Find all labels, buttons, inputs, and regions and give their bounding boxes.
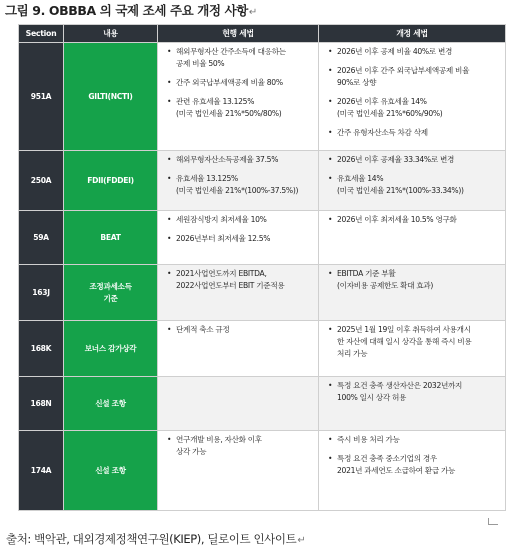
table-header-row — [19, 25, 506, 43]
bullet-item — [167, 268, 312, 292]
content-name-cell — [64, 151, 158, 211]
bullet-list — [328, 214, 499, 226]
bullet-line: • 단계적 축소 규정 — [176, 325, 230, 334]
tax-revision-table — [18, 24, 506, 511]
bullet-item — [328, 434, 499, 446]
section-cell: 163J — [19, 265, 64, 321]
bullet-item — [167, 434, 312, 458]
bullet-item — [328, 154, 499, 166]
bullet-item — [328, 268, 499, 292]
current-law-cell — [158, 431, 319, 511]
content-name-line: 신설 조항 — [95, 398, 126, 408]
bullet-item — [167, 214, 312, 226]
bullet-item — [328, 127, 499, 139]
revised-law-cell — [319, 265, 506, 321]
bullet-item — [328, 173, 499, 197]
bullet-line: • 2026년 이후 공제 비율 40%로 변경 — [337, 47, 453, 56]
bullet-line: 2021년 과세연도 소급하여 환급 가능 — [337, 465, 456, 475]
bullet-line: • 2021사업연도까지 EBITDA, — [176, 269, 267, 278]
bullet-line: (미국 법인세율 21%*60%/90%) — [337, 108, 443, 118]
figure-title — [5, 1, 257, 19]
content-name-line: 기준 — [103, 293, 118, 303]
revised-law-cell — [319, 321, 506, 377]
bullet-list — [328, 324, 499, 360]
header-section: Section — [19, 25, 64, 43]
current-law-cell — [158, 211, 319, 265]
bullet-line: • 2025년 1월 19일 이후 취득하여 사용개시 — [337, 325, 471, 334]
current-law-cell — [158, 321, 319, 377]
bullet-list — [328, 268, 499, 292]
bullet-list — [328, 380, 499, 404]
table-row — [19, 43, 506, 151]
bullet-line: • 세원잠식방지 최저세율 10% — [176, 215, 267, 224]
bullet-line: (이자비용 공제한도 확대 효과) — [337, 280, 434, 290]
content-name-line: 보너스 감가상각 — [84, 343, 137, 353]
header-current-law: 현행 세법 — [158, 25, 319, 43]
bullet-line: 한 자산에 대해 일시 상각을 통해 즉시 비용 — [337, 336, 472, 346]
bullet-line: • 유효세율 14% — [337, 173, 384, 183]
header-revised-law: 개정 세법 — [319, 25, 506, 43]
revised-law-cell — [319, 151, 506, 211]
content-name-cell — [64, 377, 158, 431]
source-note — [6, 531, 305, 549]
content-name-cell — [64, 211, 158, 265]
content-name-line: 신설 조항 — [95, 465, 126, 475]
table-row — [19, 151, 506, 211]
bullet-item — [167, 324, 312, 336]
bullet-item — [167, 233, 312, 245]
bullet-item — [167, 46, 312, 70]
bullet-item — [167, 173, 312, 197]
table-row — [19, 321, 506, 377]
bullet-item — [167, 96, 312, 120]
section-cell: 59A — [19, 211, 64, 265]
table-row — [19, 265, 506, 321]
bullet-list — [167, 324, 312, 336]
bullet-list — [167, 46, 312, 120]
bullet-list — [167, 268, 312, 292]
header-content: 내용 — [64, 25, 158, 43]
table-row — [19, 431, 506, 511]
content-name-line: GILTI(NCTI) — [88, 91, 133, 101]
section-cell: 174A — [19, 431, 64, 511]
content-name-line: BEAT — [100, 232, 121, 242]
table-row — [19, 211, 506, 265]
source-text: 출처: 백악관, 대외경제정책연구원(KIEP), 딜로이트 인사이트 — [6, 532, 297, 546]
bullet-line: 공제 비율 50% — [176, 58, 225, 68]
revised-law-cell — [319, 211, 506, 265]
section-cell: 951A — [19, 43, 64, 151]
bullet-line: • 해외무형자산소득공제율 37.5% — [176, 155, 279, 164]
section-cell: 250A — [19, 151, 64, 211]
bullet-item — [167, 154, 312, 166]
bullet-line: • 특정 요건 충족 중소기업의 경우 — [337, 453, 437, 463]
bullet-item — [328, 96, 499, 120]
bullet-line: (미국 법인세율 21%*(100%-37.5%)) — [176, 185, 299, 195]
bullet-list — [167, 154, 312, 197]
bullet-item — [328, 324, 499, 360]
bullet-line: • 해외무형자산 간주소득에 대응하는 — [176, 47, 286, 56]
bullet-list — [328, 46, 499, 139]
paragraph-mark-icon: ↵ — [248, 7, 257, 18]
bullet-item — [328, 65, 499, 89]
bullet-line: • 유효세율 13.125% — [176, 173, 238, 183]
bullet-line: • 간주 유형자산소득 차감 삭제 — [337, 127, 428, 137]
bullet-list — [328, 434, 499, 477]
bullet-line: • 간주 외국납부세액공제 비율 80% — [176, 77, 283, 87]
bullet-line: 90%로 상향 — [337, 77, 377, 87]
bullet-item — [167, 77, 312, 89]
bullet-item — [328, 46, 499, 58]
current-law-cell — [158, 151, 319, 211]
bullet-line: • EBITDA 기준 부활 — [337, 269, 396, 278]
bullet-line: (미국 법인세율 21%*50%/80%) — [176, 108, 282, 118]
revised-law-cell — [319, 431, 506, 511]
bullet-line: 처리 가능 — [337, 348, 368, 358]
bullet-item — [328, 380, 499, 404]
content-name-line: 조정과세소득 — [89, 281, 132, 291]
bullet-line: • 2026년 이후 공제율 33.34%로 변경 — [337, 155, 455, 164]
bullet-item — [328, 214, 499, 226]
table-body — [19, 43, 506, 511]
bullet-list — [167, 214, 312, 245]
bullet-line: 100% 일시 상각 허용 — [337, 392, 407, 402]
section-end-mark — [488, 518, 498, 525]
content-name-cell — [64, 43, 158, 151]
bullet-line: • 2026년 이후 간주 외국납부세액공제 비율 — [337, 65, 470, 75]
current-law-cell — [158, 265, 319, 321]
bullet-line: • 2026년 이후 유효세율 14% — [337, 96, 427, 106]
content-name-cell — [64, 265, 158, 321]
current-law-cell — [158, 377, 319, 431]
section-cell: 168K — [19, 321, 64, 377]
revised-law-cell — [319, 43, 506, 151]
bullet-line: • 2026년부터 최저세율 12.5% — [176, 233, 271, 243]
bullet-line: • 즉시 비용 처리 가능 — [337, 435, 400, 444]
content-name-cell — [64, 321, 158, 377]
bullet-line: 2022사업연도부터 EBIT 기준적용 — [176, 280, 285, 290]
bullet-line: • 관련 유효세율 13.125% — [176, 96, 255, 106]
bullet-line: • 특정 요건 충족 생산자산은 2032년까지 — [337, 381, 463, 390]
bullet-line: • 2026년 이후 최저세율 10.5% 영구화 — [337, 215, 457, 224]
revised-law-cell — [319, 377, 506, 431]
content-name-cell — [64, 431, 158, 511]
current-law-cell — [158, 43, 319, 151]
bullet-line: (미국 법인세율 21%*(100%-33.34%)) — [337, 185, 464, 195]
bullet-list — [328, 154, 499, 197]
figure-title-text: 그림 9. OBBBA 의 국제 조세 주요 개정 사항 — [5, 3, 248, 18]
section-cell: 168N — [19, 377, 64, 431]
content-name-line: FDII(FDDEI) — [87, 175, 134, 185]
bullet-line: 상각 가능 — [176, 446, 207, 456]
bullet-line: • 연구개발 비용, 자산화 이후 — [176, 435, 262, 444]
table-row — [19, 377, 506, 431]
bullet-list — [167, 434, 312, 458]
bullet-item — [328, 453, 499, 477]
paragraph-mark-icon: ↵ — [297, 535, 306, 546]
